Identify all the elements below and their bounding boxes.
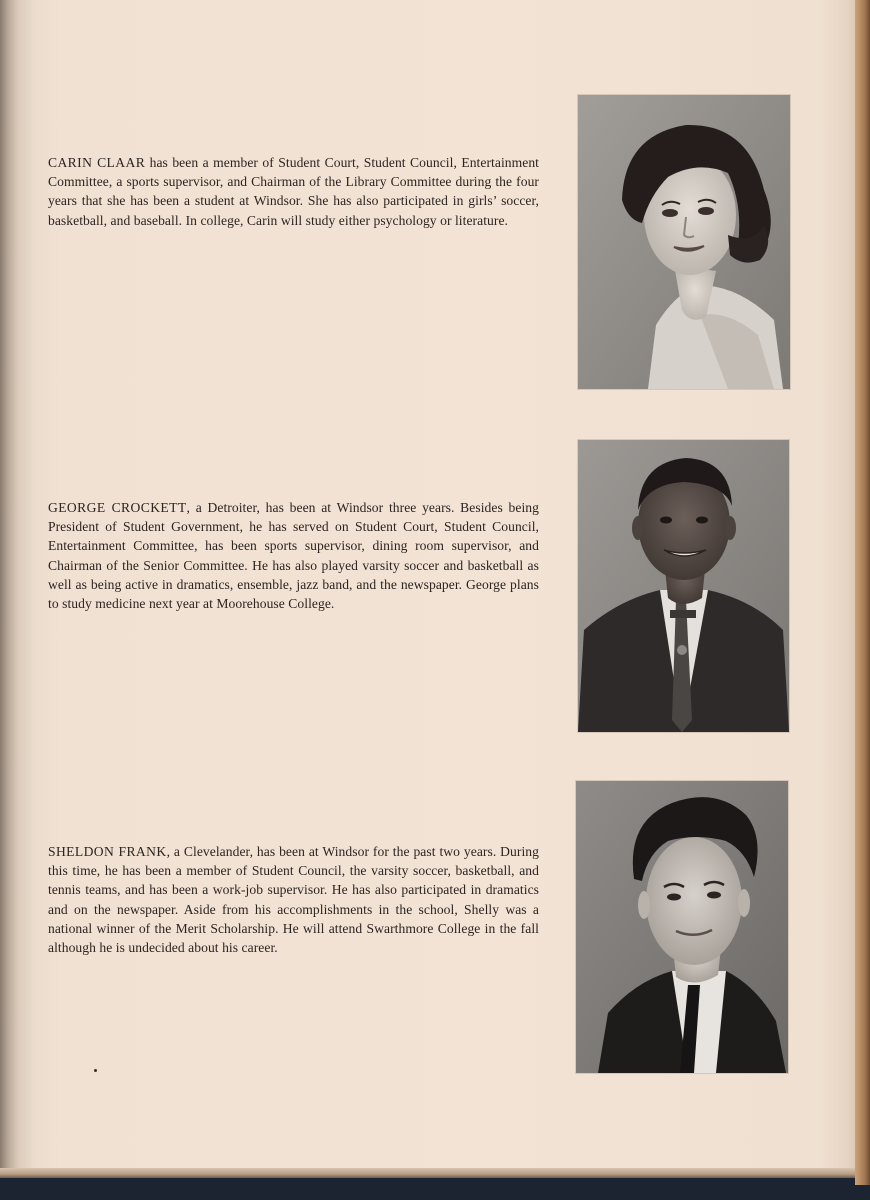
student-name: GEORGE CROCKETT [48, 500, 187, 515]
bio-text: , a Clevelander, has been at Windsor for the past two years. During this time, he has been a member of Student Council, the varsity soccer, basketball, and tennis teams, and has been a work-job supervisor. He has also participated in dramatics and on the newspaper. Aside from his accomplishments in the school, Shelly was a national winner of the Merit Scholarship. He will attend Swarthmore College in the fall although he is undecided about his career. [48, 844, 539, 956]
portrait-photo-george-crockett [578, 440, 789, 732]
portrait-photo-carin-claar [578, 95, 790, 389]
portrait-photo-woman-icon [578, 95, 790, 389]
portrait-photo-sheldon-frank [576, 781, 788, 1073]
bio-text: has been a member of Student Court, Student Council, Entertainment Committee, a sports supervisor, and Chairman of the Library Committee during the four years that she has been a student at Windsor. She has also participated in girls’ soccer, basketball, and baseball. In college, Carin will study either psychology or literature. [48, 155, 539, 228]
bio-carin-claar [48, 153, 539, 230]
portrait-photo-man-icon [578, 440, 789, 732]
bio-george-crockett [48, 498, 539, 613]
book-spine-edge [855, 0, 870, 1185]
page-bottom-edge [0, 1168, 862, 1178]
paper-speck [94, 1069, 97, 1072]
bio-sheldon-frank [48, 842, 539, 957]
bio-text: , a Detroiter, has been at Windsor three years. Besides being President of Student Government, he has served on Student Court, Student Council, Entertainment Committee, has been sports supervisor, dining room supervisor, and Chairman of the Senior Committee. He has also played varsity soccer and basketball as well as being active in dramatics, ensemble, jazz band, and the newspaper. George plans to study medicine next year at Moorehouse College. [48, 500, 539, 612]
student-name: CARIN CLAAR [48, 155, 146, 170]
portrait-photo-man-icon [576, 781, 788, 1073]
student-name: SHELDON FRANK [48, 844, 167, 859]
